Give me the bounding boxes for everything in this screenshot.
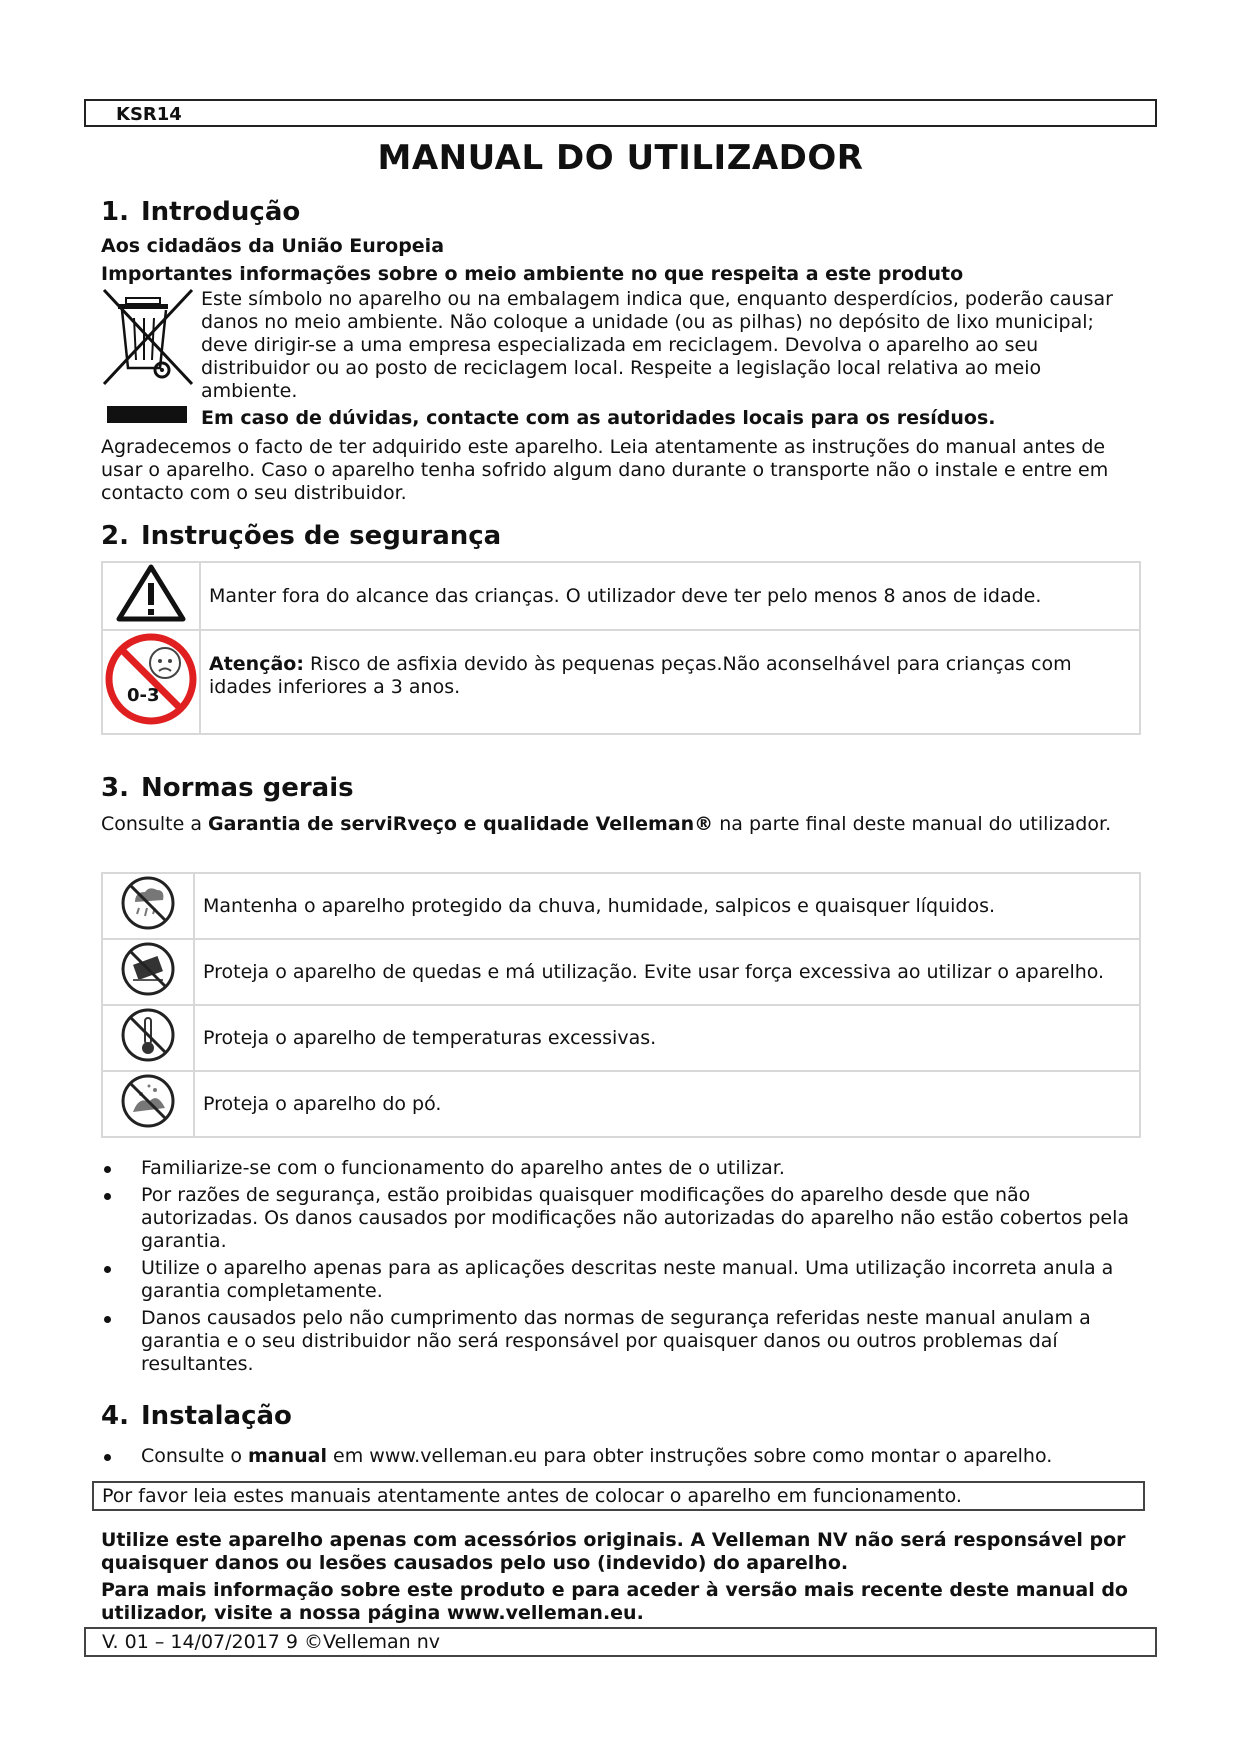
general-bullet-list xyxy=(101,1157,1141,1376)
section-heading-install xyxy=(101,1401,292,1431)
general-table xyxy=(101,872,1141,1138)
section-number: 2. xyxy=(101,521,129,551)
no-temperature-icon xyxy=(119,1006,177,1064)
header-box xyxy=(84,99,1157,127)
more-info-notice: Para mais informação sobre este produto e para aceder à versão mais recente deste manual do utilizador, visite a nossa página www.velleman.eu. xyxy=(101,1579,1128,1624)
safety-text-cell xyxy=(200,630,1140,734)
no-drop-icon xyxy=(119,940,177,998)
install-manual-word: manual xyxy=(248,1445,328,1467)
age-badge-text: 0-3 xyxy=(127,685,160,706)
env-text-block xyxy=(201,288,1141,430)
icon-cell xyxy=(102,562,200,630)
section-title: Normas gerais xyxy=(141,773,354,803)
icon-cell xyxy=(102,1071,194,1137)
section-title: Instalação xyxy=(141,1401,292,1431)
install-pre: Consulte o xyxy=(141,1445,248,1467)
thanks-paragraph: Agradecemos o facto de ter adquirido este aparelho. Leia atentamente as instruções do manual antes de usar o aparelho. Caso o aparelho tenha sofrido algum dano durante o transporte não o instale e entre em contacto com o seu distribuidor. xyxy=(101,436,1109,504)
list-item: Por razões de segurança, estão proibidas quaisquer modificações do aparelho desde que não autorizadas. Os danos causados por modificações não autorizadas do aparelho não estão cobertos pela garantia. xyxy=(101,1184,1141,1253)
table-row xyxy=(102,1071,1140,1137)
page-title: MANUAL DO UTILIZADOR xyxy=(377,138,864,178)
section-number: 1. xyxy=(101,197,129,227)
no-dust-icon xyxy=(119,1072,177,1130)
safety-text-cell: Manter fora do alcance das crianças. O utilizador deve ter pelo menos 8 anos de idade. xyxy=(200,562,1140,630)
icon-cell xyxy=(102,873,194,939)
no-rain-icon xyxy=(119,874,177,932)
icon-cell xyxy=(102,630,200,734)
footer: V. 01 – 14/07/2017 9 ©Velleman nv xyxy=(84,1627,1157,1657)
table-row xyxy=(102,630,1140,734)
general-text-cell: Proteja o aparelho de quedas e má utilização. Evite usar força excessiva ao utilizar o aparelho. xyxy=(194,939,1140,1005)
section-number: 3. xyxy=(101,773,129,803)
weee-bin-icon xyxy=(100,288,196,388)
list-item: Danos causados pelo não cumprimento das normas de segurança referidas neste manual anulam a garantia e o seu distribuidor não será responsável por quaisquer danos ou outros problemas daí resultantes. xyxy=(101,1307,1141,1376)
section-heading-general xyxy=(101,773,354,803)
contact-authorities: Em caso de dúvidas, contacte com as autoridades locais para os resíduos. xyxy=(201,407,996,429)
icon-cell xyxy=(102,939,194,1005)
table-row xyxy=(102,873,1140,939)
consult-paragraph xyxy=(101,813,1141,836)
list-item: Utilize o aparelho apenas para as aplicações descritas neste manual. Uma utilização incorreta anula a garantia completamente. xyxy=(101,1257,1141,1303)
consult-post: na parte final deste manual do utilizador. xyxy=(713,813,1112,835)
safety-table xyxy=(101,561,1141,735)
icon-cell xyxy=(102,1005,194,1071)
table-row xyxy=(102,939,1140,1005)
install-post: em www.velleman.eu para obter instruções sobre como montar o aparelho. xyxy=(327,1445,1053,1467)
attention-text: Risco de asfixia devido às pequenas peças.Não aconselhável para crianças com idades inferiores a 3 anos. xyxy=(209,653,1072,698)
attention-label: Atenção: xyxy=(209,653,304,675)
section-heading-safety xyxy=(101,521,501,551)
env-heading: Importantes informações sobre o meio ambiente no que respeita a este produto xyxy=(101,263,964,285)
consult-pre: Consulte a xyxy=(101,813,209,835)
section-title: Introdução xyxy=(141,197,301,227)
section-title: Instruções de segurança xyxy=(141,521,502,551)
table-row xyxy=(102,562,1140,630)
list-item xyxy=(101,1445,1141,1468)
age-restriction-icon xyxy=(103,631,199,727)
install-bullet-list xyxy=(101,1445,1141,1468)
read-manual-note: Por favor leia estes manuais atentamente antes de colocar o aparelho em funcionamento. xyxy=(92,1481,1145,1511)
table-row xyxy=(102,1005,1140,1071)
accessories-notice: Utilize este aparelho apenas com acessórios originais. A Velleman NV não será responsável por quaisquer danos ou lesões causados pelo uso (indevido) do aparelho. xyxy=(101,1529,1126,1574)
eu-heading: Aos cidadãos da União Europeia xyxy=(101,235,445,257)
general-text-cell: Proteja o aparelho do pó. xyxy=(194,1071,1140,1137)
warranty-reference: Garantia de serviRveço e qualidade Velleman® xyxy=(208,813,714,835)
env-text: Este símbolo no aparelho ou na embalagem indica que, enquanto desperdícios, poderão causar danos no meio ambiente. Não coloque a unidade (ou as pilhas) no depósito de lixo municipal; deve dirigir-se a uma empresa especializada em reciclagem. Devolva o aparelho ao seu distribuidor ou ao posto de reciclagem local. Respeite a legislação local relativa ao meio ambiente. xyxy=(201,288,1113,402)
list-item: Familiarize-se com o funcionamento do aparelho antes de o utilizar. xyxy=(101,1157,1141,1180)
section-number: 4. xyxy=(101,1401,129,1431)
warning-triangle-icon xyxy=(115,563,187,623)
general-text-cell: Mantenha o aparelho protegido da chuva, humidade, salpicos e quaisquer líquidos. xyxy=(194,873,1140,939)
model-label: KSR14 xyxy=(116,104,182,125)
section-heading-intro xyxy=(101,197,300,227)
weee-black-bar xyxy=(107,406,187,423)
general-text-cell: Proteja o aparelho de temperaturas excessivas. xyxy=(194,1005,1140,1071)
